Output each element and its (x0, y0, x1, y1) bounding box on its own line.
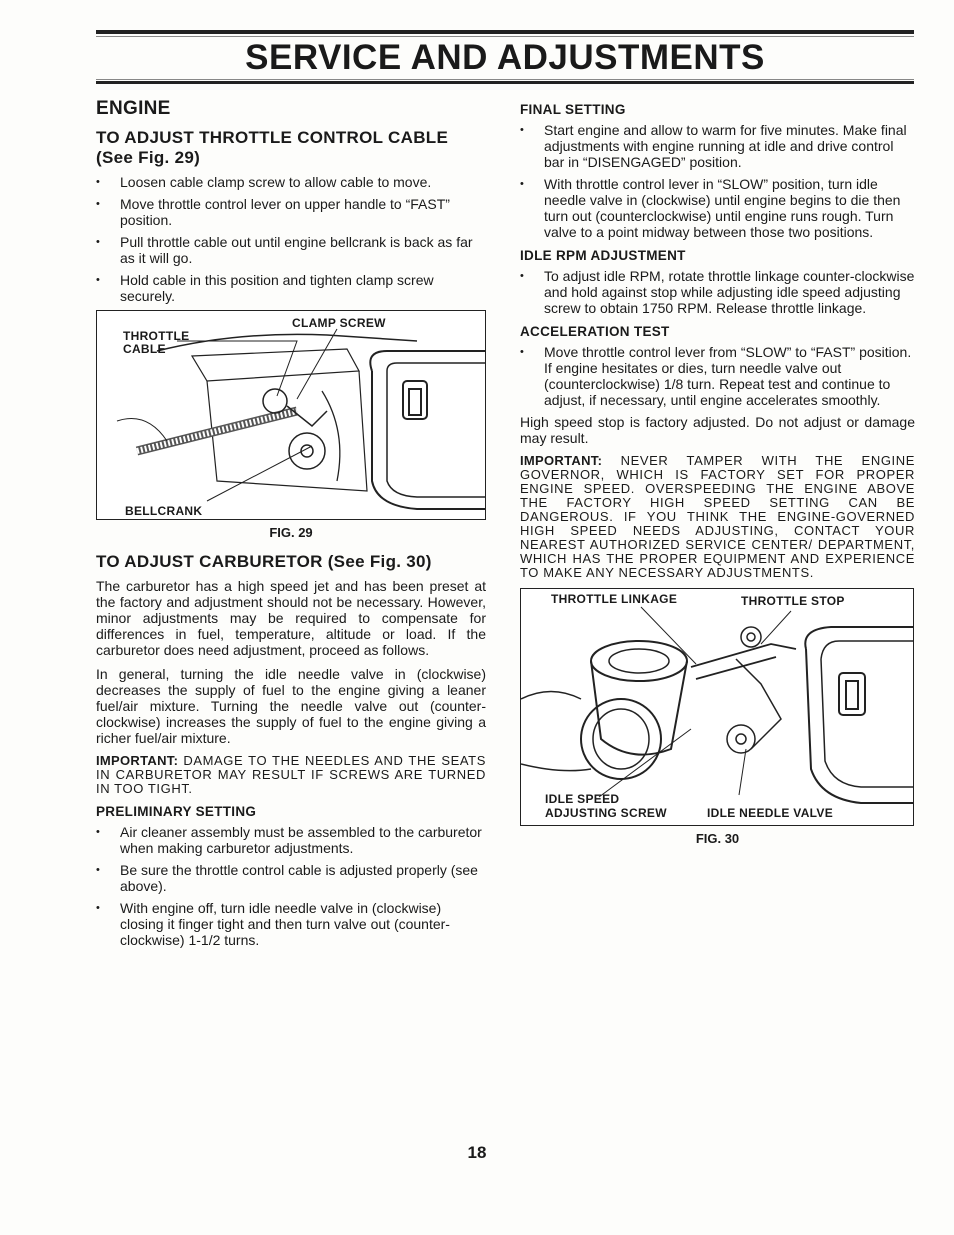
idle-rpm-steps (520, 268, 915, 316)
governor-important (520, 454, 915, 580)
label-clamp-screw: CLAMP SCREW (292, 316, 386, 330)
list-item: • Hold cable in this position and tighten clamp screw securely. (96, 272, 486, 304)
header-rule-top (96, 30, 914, 34)
section-title: ENGINE (96, 98, 171, 119)
important-label: IMPORTANT: (520, 453, 603, 468)
label-idle-needle-valve: IDLE NEEDLE VALVE (707, 806, 834, 820)
carburetor-heading: TO ADJUST CARBURETOR (See Fig. 30) (96, 552, 432, 571)
label-bellcrank: BELLCRANK (125, 504, 203, 518)
carburetor-paragraph-2: In general, turning the idle needle valve in (clockwise) decreases the supply of fuel to the engine giving a leaner fuel/air mixture. Turning the needle valve out (counter-clockwise) increases the supply of fuel to the engine giving a richer fuel/air mixture. (96, 666, 486, 746)
important-text: NEVER TAMPER WITH THE ENGINE GOVERNOR, WHICH IS FACTORY SET FOR PROPER ENGINE SPEED. OVERSPEEDING THE ENGINE ABOVE THE FACTORY HIGH SPEED SETTING CAN BE DANGEROUS. IF YOU THINK THE ENGINE-GOVERNED HIGH SPEED NEEDS ADJUSTING, CONTACT YOUR NEAREST AUTHORIZED SERVICE CENTER/ DEPARTMENT, WHICH HAS THE PROPER EQUIPMENT AND EXPERIENCE TO MAKE ANY NECESSARY ADJUSTMENTS. (520, 453, 916, 580)
list-item: • With engine off, turn idle needle valve in (clockwise) closing it finger tight and then turn valve out (counter-clockwise) 1-1/2 turns. (96, 900, 486, 948)
preliminary-heading: PRELIMINARY SETTING (96, 804, 257, 819)
header-rule-bottom (96, 81, 914, 84)
label-throttle-stop: THROTTLE STOP (741, 594, 845, 608)
left-column (96, 98, 486, 954)
idle-rpm-heading: IDLE RPM ADJUSTMENT (520, 248, 686, 263)
fig-29-caption: FIG. 29 (269, 525, 313, 540)
acceleration-heading: ACCELERATION TEST (520, 324, 670, 339)
list-item: • To adjust idle RPM, rotate throttle linkage counter-clockwise and hold against stop while adjusting idle speed adjusting screw to obtain 1750 RPM. Release throttle linkage. (520, 268, 915, 316)
carburetor-important (96, 754, 486, 796)
page-title: SERVICE AND ADJUSTMENTS (245, 38, 765, 77)
label-throttle-cable-line2: CABLE (123, 342, 166, 356)
list-item: • Be sure the throttle control cable is adjusted properly (see above). (96, 862, 486, 894)
label-throttle-cable-line1: THROTTLE (123, 329, 190, 343)
list-item: • Start engine and allow to warm for five minutes. Make final adjustments with engine running at idle and drive control bar in “DISENGAGED” position. (520, 122, 915, 170)
fig-29-figure (96, 310, 486, 520)
list-item: • Move throttle control lever from “SLOW” to “FAST” position. If engine hesitates or dies, turn needle valve out (counterclockwise) 1/8 turn. Repeat test and continue to adjust, if necessary, until engine accelerates smoothly. (520, 344, 915, 408)
list-item: • Move throttle control lever on upper handle to “FAST” position. (96, 196, 486, 228)
header-rule-thin-bottom (96, 79, 914, 80)
carburetor-illustration (521, 589, 913, 825)
label-idle-speed-line2: ADJUSTING SCREW (545, 806, 667, 820)
important-label: IMPORTANT: (96, 753, 179, 768)
preliminary-steps (96, 824, 486, 948)
final-setting-steps (520, 122, 915, 240)
list-item: • Loosen cable clamp screw to allow cable to move. (96, 174, 486, 190)
high-speed-note: High speed stop is factory adjusted. Do not adjust or damage may result. (520, 414, 915, 446)
label-idle-speed-line1: IDLE SPEED (545, 792, 620, 806)
important-text: DAMAGE TO THE NEEDLES AND THE SEATS IN CARBURETOR MAY RESULT IF SCREWS ARE TURNED IN TOO TIGHT. (96, 753, 486, 796)
carburetor-paragraph-1: The carburetor has a high speed jet and has been preset at the factory and adjustment should not be necessary. However, minor adjustments may be required to compensate for differences in fuel, temperature, altitude or load. If the carburetor does need adjustment, proceed as follows. (96, 578, 486, 658)
right-column (520, 102, 915, 858)
page-number: 18 (467, 1143, 487, 1162)
fig-30-caption: FIG. 30 (695, 831, 740, 846)
label-throttle-linkage: THROTTLE LINKAGE (551, 592, 678, 606)
list-item: • Air cleaner assembly must be assembled to the carburetor when making carburetor adjustments. (96, 824, 486, 856)
list-item: • Pull throttle cable out until engine bellcrank is back as far as it will go. (96, 234, 486, 266)
final-setting-heading: FINAL SETTING (520, 102, 626, 117)
list-item: • With throttle control lever in “SLOW” position, turn idle needle valve in (clockwise) until engine begins to die then turn out (counterclockwise) until engine runs rough. Turn valve to a point midway between those two positions. (520, 176, 915, 240)
throttle-cable-steps (96, 174, 486, 304)
throttle-cable-heading: TO ADJUST THROTTLE CONTROL CABLE (See Fig. 29) (96, 128, 449, 167)
fig-30-figure (520, 588, 914, 826)
acceleration-steps (520, 344, 915, 408)
